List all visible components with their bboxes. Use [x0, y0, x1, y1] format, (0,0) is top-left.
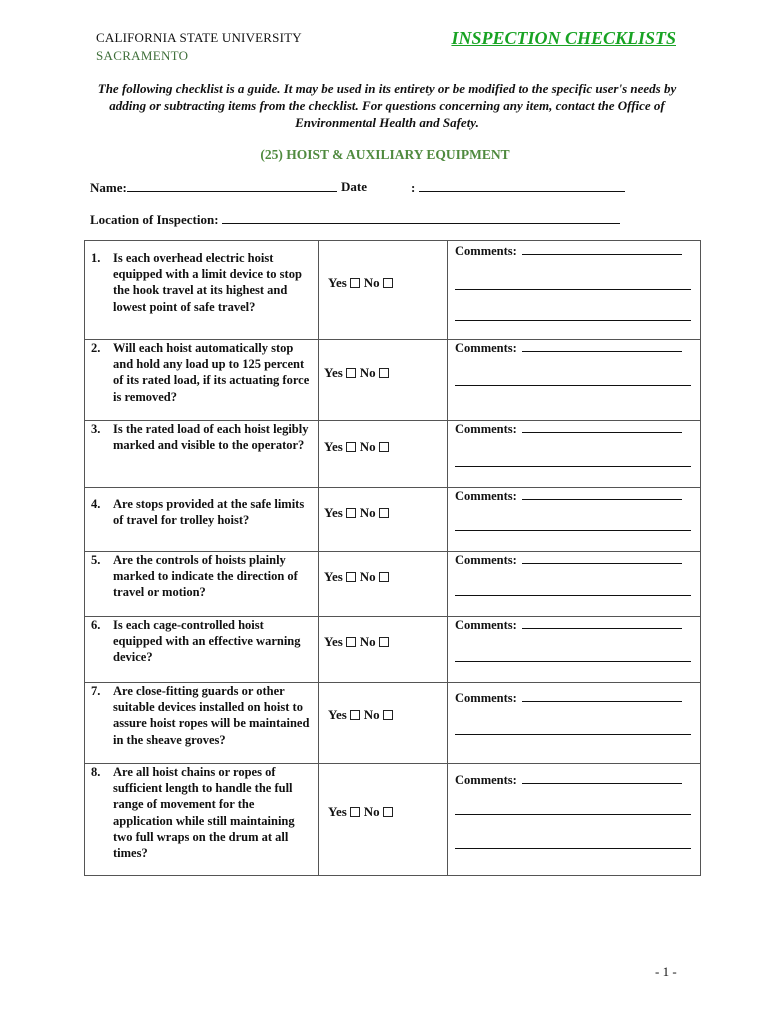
location-label: Location of Inspection: — [90, 212, 219, 227]
comments-line[interactable] — [455, 734, 691, 735]
yes-no-choice[interactable] — [324, 634, 393, 650]
date-colon: : — [411, 180, 416, 195]
yes-no-choice[interactable] — [328, 804, 397, 820]
yes-checkbox[interactable] — [346, 637, 356, 647]
yes-checkbox[interactable] — [350, 278, 360, 288]
question: 5. Are the controls of hoists plainly marked to indicate the direction of travel or motion? — [91, 553, 298, 600]
no-label: No — [363, 275, 380, 290]
date-label: Date — [341, 179, 367, 194]
comments-line[interactable] — [455, 661, 691, 662]
comments-label: Comments: — [455, 553, 682, 568]
checklist-row — [85, 763, 700, 875]
no-label: No — [363, 707, 380, 722]
yes-label: Yes — [324, 569, 343, 584]
comments-line[interactable] — [455, 466, 691, 467]
comments-line[interactable] — [455, 814, 691, 815]
checklist-table — [84, 240, 701, 876]
yes-no-choice[interactable] — [324, 365, 393, 381]
yes-checkbox[interactable] — [346, 572, 356, 582]
yes-no-choice[interactable] — [328, 275, 397, 291]
no-label: No — [359, 505, 376, 520]
comments-line[interactable] — [455, 385, 691, 386]
comments-line[interactable] — [455, 320, 691, 321]
no-checkbox[interactable] — [383, 710, 393, 720]
yes-no-choice[interactable] — [324, 505, 393, 521]
checklist-row — [85, 551, 700, 616]
yes-label: Yes — [324, 439, 343, 454]
no-checkbox[interactable] — [379, 572, 389, 582]
checklist-row — [85, 616, 700, 682]
comments-label: Comments: — [455, 773, 682, 788]
intro-paragraph: The following checklist is a guide. It may be used in its entirety or be modified to the specific user's needs by adding or subtracting items from the checklist. For questions concerning any item, contact the Office of Environmental Health and Safety. — [97, 81, 677, 130]
checklist-row — [85, 682, 700, 763]
comments-line[interactable] — [455, 848, 691, 849]
no-label: No — [363, 804, 380, 819]
no-checkbox[interactable] — [383, 278, 393, 288]
no-checkbox[interactable] — [379, 368, 389, 378]
question: 2. Will each hoist automatically stop and hold any load up to 125 percent of its rated load, if its actuating force is removed? — [91, 341, 310, 404]
yes-no-choice[interactable] — [328, 707, 397, 723]
no-label: No — [359, 439, 376, 454]
comments-label: Comments: — [455, 489, 682, 504]
comments-label: Comments: — [455, 691, 682, 706]
university-name: CALIFORNIA STATE UNIVERSITY — [96, 30, 302, 45]
question: 6. Is each cage-controlled hoist equipped with an effective warning device? — [91, 618, 301, 665]
date-blank[interactable] — [419, 179, 625, 192]
comments-label: Comments: — [455, 422, 682, 437]
question: 7. Are close-fitting guards or other suitable devices installed on hoist to assure hoist ropes will be maintained in the sheave groves? — [91, 684, 310, 747]
location-field[interactable] — [90, 211, 620, 228]
page-header — [96, 30, 676, 70]
comments-line[interactable] — [455, 595, 691, 596]
yes-label: Yes — [328, 707, 347, 722]
yes-checkbox[interactable] — [350, 710, 360, 720]
name-field[interactable] — [90, 179, 337, 196]
question: 3. Is the rated load of each hoist legibly marked and visible to the operator? — [91, 422, 309, 453]
name-blank[interactable] — [127, 179, 337, 192]
section-title: (25) HOIST & AUXILIARY EQUIPMENT — [260, 147, 510, 162]
comments-label: Comments: — [455, 244, 682, 259]
campus-name: SACRAMENTO — [96, 48, 189, 63]
no-label: No — [359, 569, 376, 584]
comments-label: Comments: — [455, 618, 682, 633]
no-label: No — [359, 634, 376, 649]
location-blank[interactable] — [222, 211, 620, 224]
yes-label: Yes — [328, 275, 347, 290]
checklist-row — [85, 420, 700, 487]
yes-checkbox[interactable] — [346, 368, 356, 378]
document-title: INSPECTION CHECKLISTS — [451, 28, 676, 48]
page-number: - 1 - — [655, 964, 677, 979]
yes-checkbox[interactable] — [346, 442, 356, 452]
yes-no-choice[interactable] — [324, 439, 393, 455]
yes-checkbox[interactable] — [346, 508, 356, 518]
comments-line[interactable] — [455, 289, 691, 290]
comments-line[interactable] — [455, 530, 691, 531]
checklist-row — [85, 241, 700, 339]
question: 1. Is each overhead electric hoist equipped with a limit device to stop the hook travel at its highest and lowest point of safe travel? — [91, 251, 302, 314]
yes-label: Yes — [324, 634, 343, 649]
checklist-row — [85, 339, 700, 420]
yes-label: Yes — [324, 365, 343, 380]
yes-no-choice[interactable] — [324, 569, 393, 585]
no-label: No — [359, 365, 376, 380]
no-checkbox[interactable] — [383, 807, 393, 817]
no-checkbox[interactable] — [379, 637, 389, 647]
no-checkbox[interactable] — [379, 442, 389, 452]
yes-label: Yes — [324, 505, 343, 520]
checklist-row — [85, 487, 700, 551]
yes-checkbox[interactable] — [350, 807, 360, 817]
yes-label: Yes — [328, 804, 347, 819]
name-label: Name: — [90, 180, 127, 195]
date-field[interactable] — [411, 179, 625, 196]
no-checkbox[interactable] — [379, 508, 389, 518]
comments-label: Comments: — [455, 341, 682, 356]
question: 4. Are stops provided at the safe limits of travel for trolley hoist? — [91, 497, 305, 528]
question: 8. Are all hoist chains or ropes of sufficient length to handle the full range of movement for the application while still maintaining two full wraps on the drum at all times? — [91, 765, 295, 861]
